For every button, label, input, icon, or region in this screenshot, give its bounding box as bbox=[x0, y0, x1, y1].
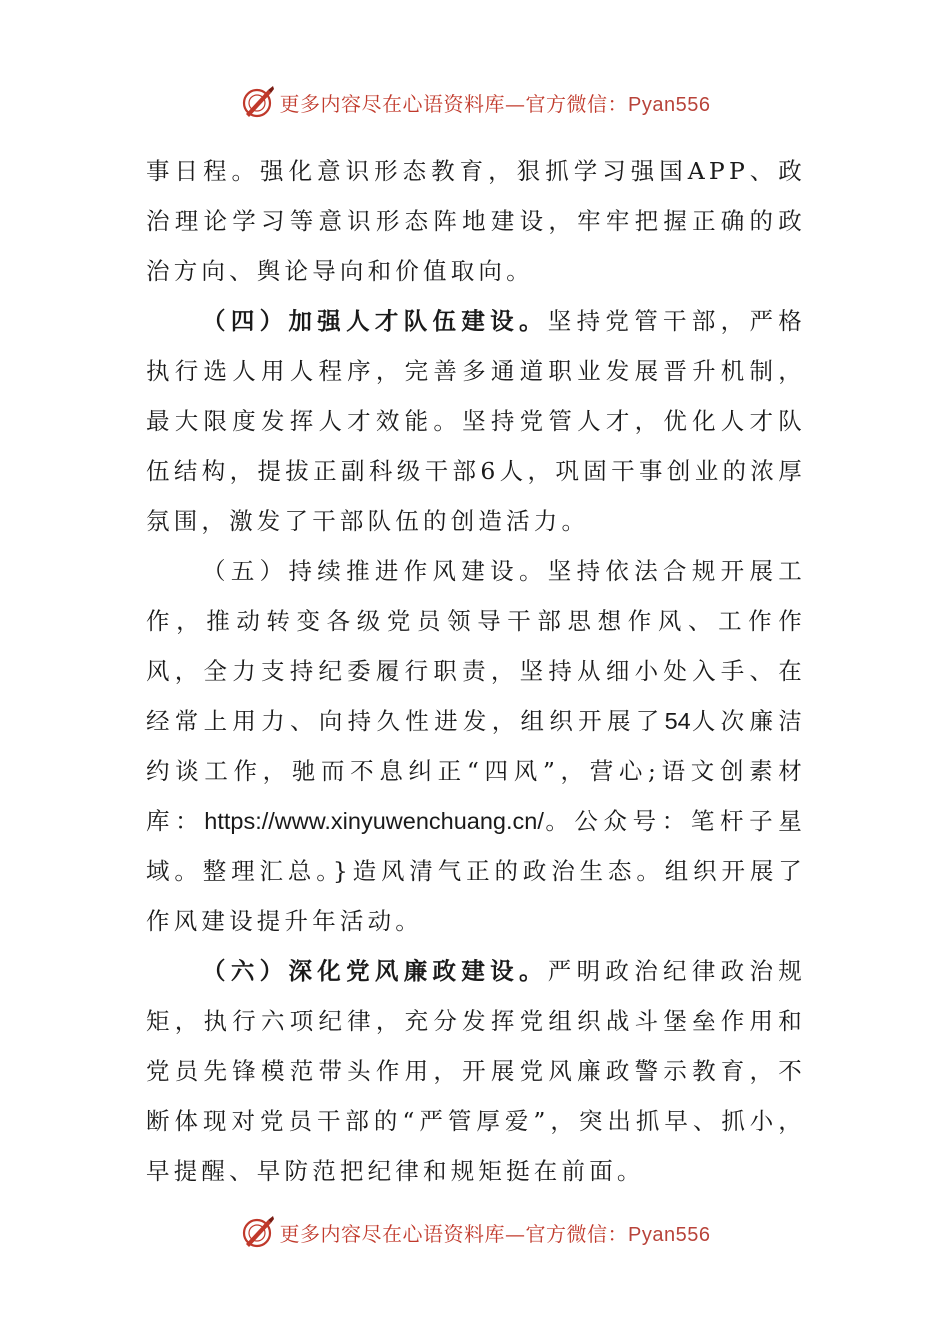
footer-banner bbox=[0, 1210, 950, 1254]
document-body bbox=[146, 146, 806, 1196]
paragraph-text: 。公众号：笔杆子星域。整理汇总。}造风清气正的政治生态。组织开展了作风建设提升年活动。 bbox=[146, 807, 806, 935]
paragraph-integrity bbox=[146, 946, 806, 1196]
banner-text bbox=[280, 1218, 711, 1247]
paragraph-ideology bbox=[146, 146, 806, 296]
paragraph-talent bbox=[146, 296, 806, 546]
paragraph-text: （五）持续推进作风建设。坚持依法合规开展工作，推动转变各级党员领导干部思想作风、工作作风，全力支持纪委履行职责，坚持从细小处入手、在经常上用力、向持久性进发，组织开展了 bbox=[146, 557, 806, 735]
banner-slogan: 更多内容尽在心语资料库—官方微信： bbox=[279, 91, 629, 116]
interview-count: 54 bbox=[664, 708, 691, 734]
section-heading-six: （六）深化党风廉政建设。 bbox=[202, 957, 548, 985]
wechat-id: Pyan556 bbox=[628, 1223, 711, 1246]
header-banner bbox=[0, 80, 950, 124]
banner-slogan: 更多内容尽在心语资料库—官方微信： bbox=[279, 1221, 629, 1246]
paragraph-text: 人次廉洁约谈工作，驰而不息纠正“四风”，营心;语文创素材库： bbox=[146, 707, 806, 835]
pen-seal-logo-icon bbox=[240, 1214, 276, 1250]
paragraph-text: 坚持党管干部，严格执行选人用人程序，完善多通道职业发展晋升机制，最大限度发挥人才效能。坚持党管人才，优化人才队伍结构，提拔正副科级干部6人，巩固干事创业的浓厚氛围，激发了干部队伍的创造活力。 bbox=[146, 307, 806, 535]
section-heading-four: （四）加强人才队伍建设。 bbox=[202, 307, 548, 335]
paragraph-style bbox=[146, 546, 806, 946]
banner-text bbox=[280, 88, 711, 117]
paragraph-text: 严明政治纪律政治规矩，执行六项纪律，充分发挥党组织战斗堡垒作用和党员先锋模范带头作用，开展党风廉政警示教育，不断体现对党员干部的“严管厚爱”，突出抓早、抓小，早提醒、早防范把纪律和规矩挺在前面。 bbox=[146, 957, 806, 1185]
paragraph-text: 事日程。强化意识形态教育，狠抓学习强国APP、政治理论学习等意识形态阵地建设，牢牢把握正确的政治方向、舆论导向和价值取向。 bbox=[146, 157, 806, 285]
website-url: https://www.xinyuwenchuang.cn/ bbox=[204, 808, 544, 834]
wechat-id: Pyan556 bbox=[628, 93, 711, 116]
pen-seal-logo-icon bbox=[240, 84, 276, 120]
